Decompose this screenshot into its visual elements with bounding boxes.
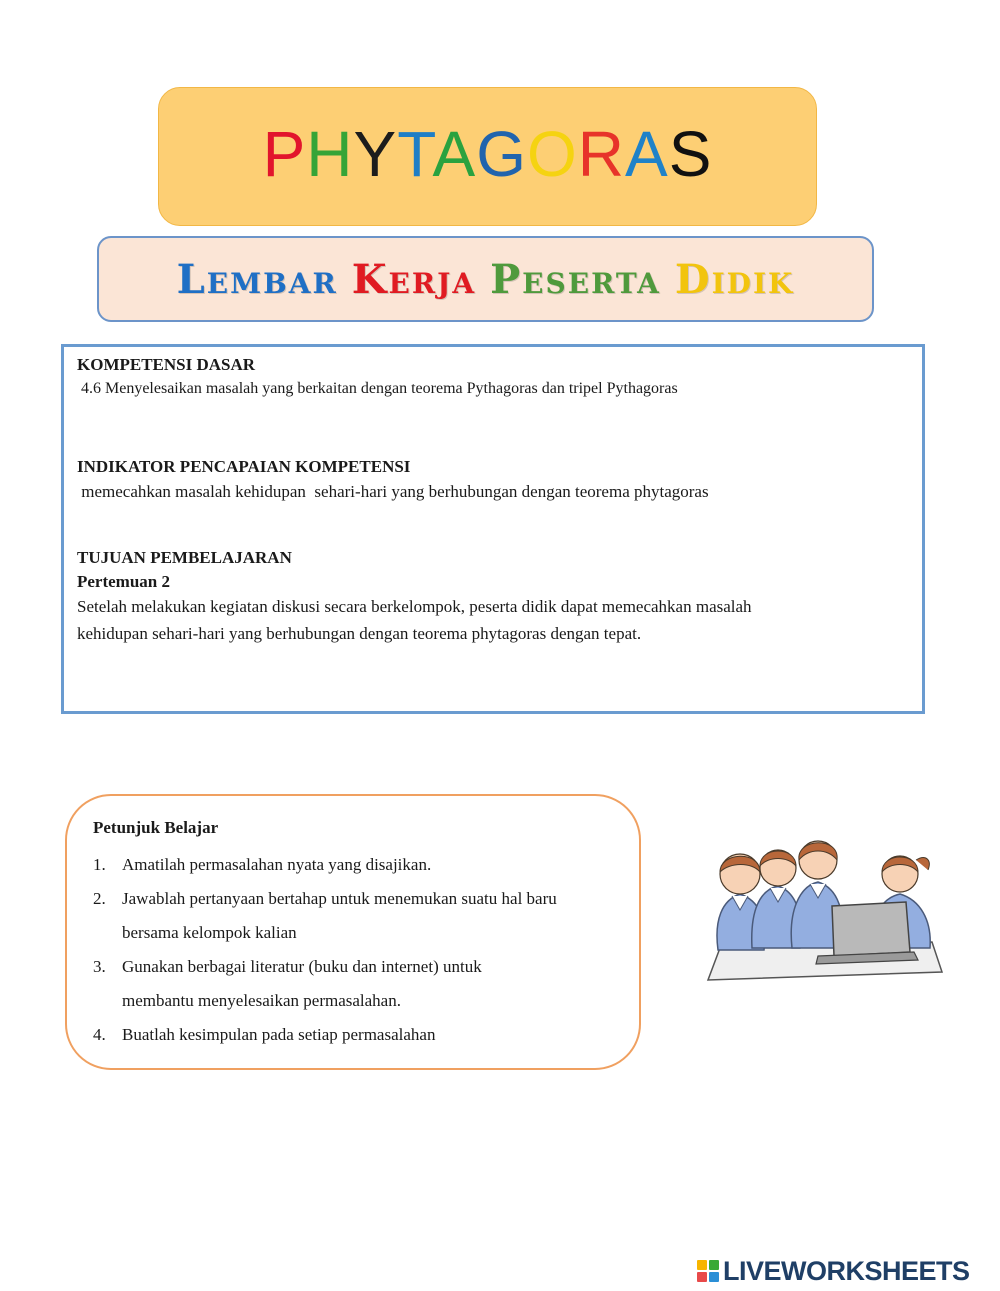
ipk-heading: INDIKATOR PENCAPAIAN KOMPETENSI [77,457,411,476]
subtitle-word: Lembar [176,255,338,303]
title-letter: O [527,117,578,190]
title-letter: T [397,117,433,190]
title-letter: H [306,117,354,190]
logo-text: LIVEWORKSHEETS [723,1255,970,1286]
tujuan-line: kehidupan sehari-hari yang berhubungan dengan teorema phytagoras dengan tepat. [77,624,642,643]
title-banner [158,87,817,226]
logo-blocks-icon [697,1260,719,1282]
title-letter: A [432,117,477,190]
pertemuan-label: Pertemuan 2 [77,572,171,591]
instruction-text: Amatilah permasalahan nyata yang disajikan. [122,855,432,874]
instruction-text: Gunakan berbagai literatur (buku dan internet) untuk membantu menyelesaikan permasalahan. [122,957,482,1010]
ipk-text: memecahkan masalah kehidupan sehari-hari yang berhubungan dengan teorema phytagoras [77,482,709,501]
instructions-list [93,848,623,1052]
instruction-number: 3. [93,957,106,976]
subtitle-word: Kerja [351,255,477,303]
title-letter: A [625,117,669,190]
page-title [263,117,713,191]
instruction-item [93,848,623,882]
subtitle-banner [97,236,874,322]
subtitle-word: Peserta [490,255,661,303]
instruction-item [93,950,547,1018]
tujuan-heading: TUJUAN PEMBELAJARAN [77,548,292,567]
instruction-number: 4. [93,1025,106,1044]
kd-text: 4.6 Menyelesaikan masalah yang berkaitan dengan teorema Pythagoras dan tripel Pythagoras [77,380,678,397]
kd-heading: KOMPETENSI DASAR [77,355,256,374]
logo-block [709,1272,719,1282]
title-letter: P [262,117,307,190]
title-letter: R [577,117,626,190]
logo-block [709,1260,719,1270]
tujuan-line: Setelah melakukan kegiatan diskusi secara berkelompok, peserta didik dapat memecahkan masalah [77,597,752,616]
instruction-text: Buatlah kesimpulan pada setiap permasalahan [122,1025,436,1044]
instruction-text: Jawablah pertanyaan bertahap untuk menemukan suatu hal baru bersama kelompok kalian [122,889,557,942]
title-letter: S [668,117,713,190]
logo-block [697,1260,707,1270]
instruction-number: 2. [93,889,106,908]
subtitle-word: Didik [674,255,795,303]
students-laptop-illustration [700,830,945,985]
title-letter: G [476,117,528,190]
instruction-number: 1. [93,855,106,874]
competency-box [61,344,925,714]
liveworksheets-logo [697,1254,970,1288]
study-instructions-box [65,794,641,1070]
instruction-item [93,1018,623,1052]
logo-block [697,1272,707,1282]
instruction-item [93,882,592,950]
title-letter: Y [353,117,398,190]
instructions-title: Petunjuk Belajar [93,818,219,837]
